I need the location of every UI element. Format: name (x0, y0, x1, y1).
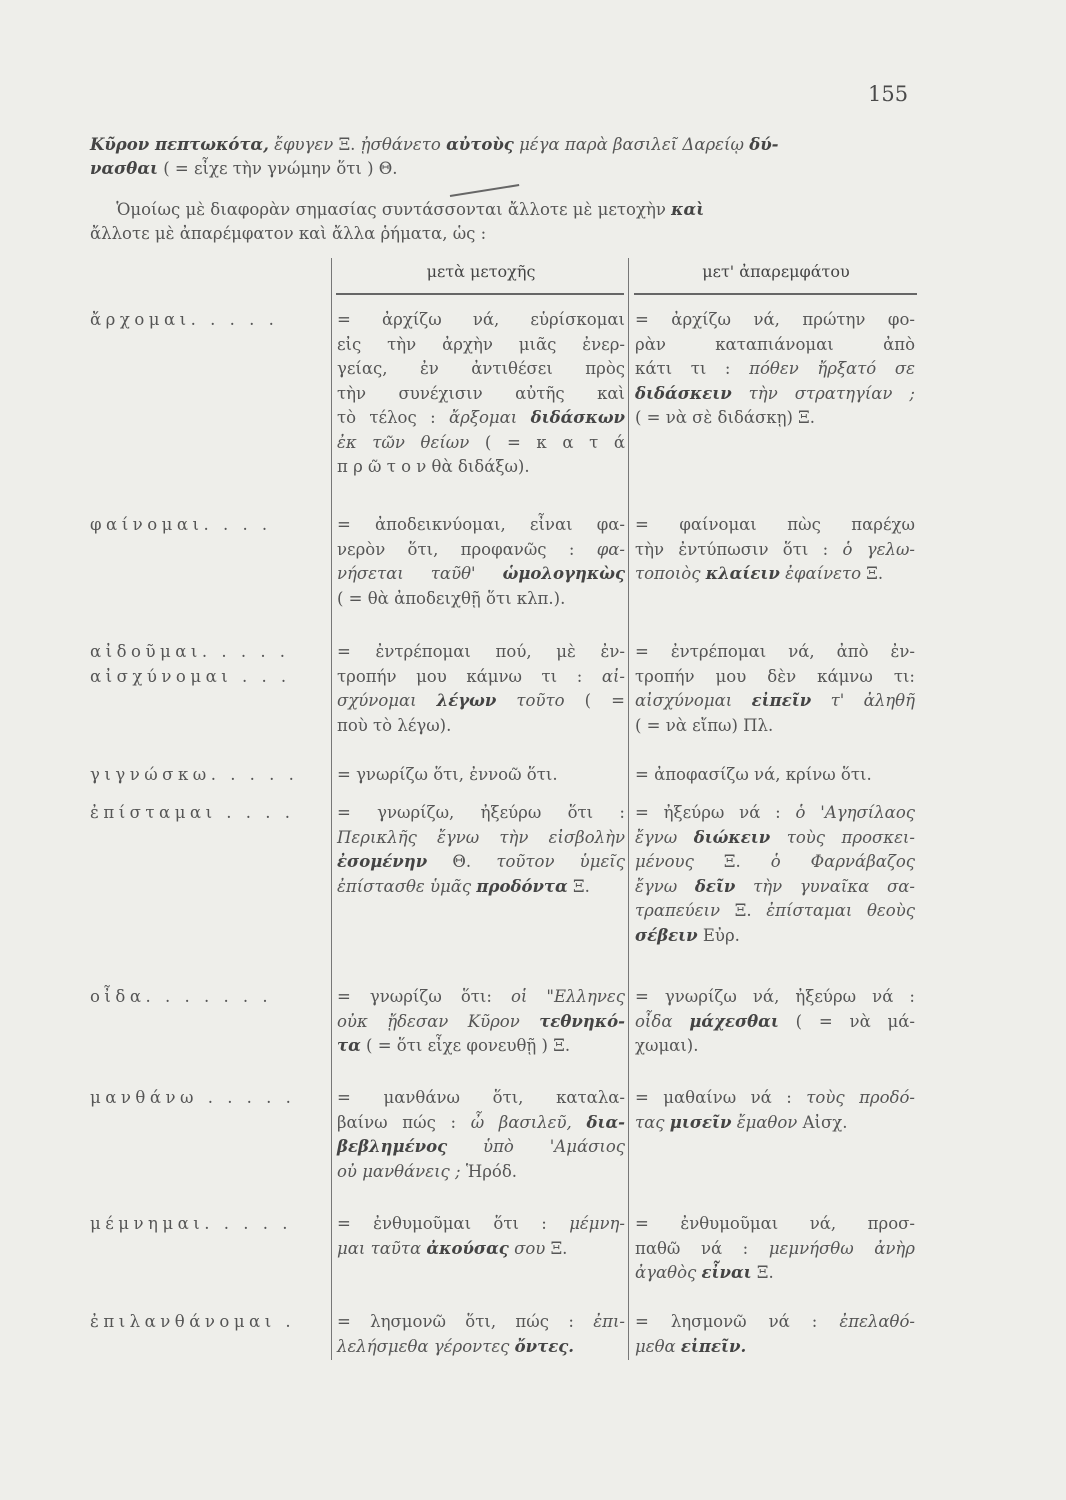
column-divider-right (628, 258, 629, 1360)
text-line (635, 1261, 915, 1286)
header-infinitive: μετ' ἀπαρεμφάτου (702, 262, 850, 281)
bold-text: βεβλημένος (337, 1137, 448, 1156)
italic-text: οὐ μανθάνεις ; (337, 1161, 466, 1181)
text-line (337, 431, 625, 456)
text-run: ( = νὰ μά- (778, 1011, 915, 1031)
italic-text: μέμνη- (569, 1214, 625, 1233)
italic-text: τοῦτο (496, 691, 585, 710)
italic-text: αἰσχύνομαι (635, 691, 752, 710)
infinitive-cell (635, 985, 915, 1059)
text-line (635, 1034, 915, 1059)
italic-text: σχύνομαι (337, 691, 437, 710)
text-run: Εὐρ. (697, 925, 740, 945)
participle-cell (337, 801, 625, 899)
text-line (90, 222, 916, 246)
text-line (337, 875, 625, 900)
verb-lemma (90, 308, 328, 333)
text-run: Ξ. (751, 1263, 774, 1282)
lemma-line: μανθάνω . . . . . (90, 1088, 296, 1107)
text-line (337, 1160, 625, 1185)
bold-text: εἰπεῖν (751, 691, 812, 710)
text-run: ( = κ α τ ά (469, 432, 625, 452)
verb-lemma (90, 1086, 328, 1111)
bold-text: τεθνηκό- (539, 1011, 625, 1031)
text-line (635, 406, 915, 431)
verb-lemma (90, 1310, 328, 1335)
text-run: Ξ. (723, 852, 771, 871)
bold-text: εἶναι (701, 1263, 752, 1282)
text-run: βαίνω πώς : (337, 1112, 471, 1132)
text-line (337, 538, 625, 563)
text-run: = γνωρίζω, ἠξεύρω ὅτι : (337, 803, 625, 822)
italic-text: ὁ 'Αγησίλαος (795, 803, 915, 822)
bold-text: ἐσομένην (337, 852, 428, 871)
text-run: ( = νὰ εἴπω) Πλ. (635, 715, 774, 735)
italic-text: φα- (596, 539, 625, 559)
text-line (337, 455, 625, 480)
text-line (90, 133, 916, 157)
lemma-line: φαίνομαι. . . . (90, 515, 272, 534)
text-line (635, 1111, 915, 1136)
infinitive-cell (635, 801, 915, 948)
bold-text: μισεῖν (669, 1112, 732, 1132)
text-run: τὴν ἐντύπωσιν ὅτι : (635, 539, 843, 559)
italic-text: οἶδα (635, 1011, 690, 1031)
italic-text: Περικλῆς ἔγνω τὴν εἰσβολὴν (337, 827, 625, 847)
text-run: Ξ. (550, 1238, 568, 1258)
intro-paragraph (90, 133, 916, 245)
text-run: τροπήν μου κάμνω τι : (337, 666, 602, 686)
text-line (337, 562, 625, 587)
verb-lemma (90, 985, 328, 1010)
italic-text: τοὺς προδό- (806, 1088, 916, 1107)
verb-lemma (90, 1212, 328, 1237)
text-line (635, 665, 915, 690)
italic-text: ἄρξομαι (449, 408, 531, 427)
text-run: = μαθαίνω νά : (635, 1088, 807, 1107)
lemma-line: ἄρχομαι. . . . . (90, 310, 279, 329)
bold-text: διδάσκειν (635, 383, 732, 403)
text-run: = γνωρίζω ὅτι, ἐννοῶ ὅτι. (337, 765, 558, 784)
text-run: Ξ. (567, 876, 590, 896)
text-line (337, 382, 625, 407)
text-run: Ξ. (866, 564, 884, 583)
italic-text: ᾐσθάνετο (360, 135, 447, 154)
text-run: = γνωρίζω ὅτι: (337, 987, 511, 1006)
text-line (635, 801, 915, 826)
text-run: = ἐντρέπομαι πού, μὲ ἐν- (337, 642, 625, 661)
italic-text: οὐκ ᾔδεσαν Κῦρον (337, 1011, 540, 1031)
text-line (635, 1010, 915, 1035)
text-line (337, 801, 625, 826)
header-rule-participle (336, 293, 624, 295)
text-line (337, 714, 625, 739)
text-line (337, 1237, 625, 1262)
text-line (635, 850, 915, 875)
text-run: χωμαι). (635, 1036, 699, 1055)
text-run: παθῶ νά : (635, 1238, 769, 1258)
text-run: = ἀρχίζω νά, πρώτην φο- (635, 310, 915, 329)
text-run: ( = θὰ ἀποδειχθῇ ὅτι κλπ.). (337, 588, 566, 608)
text-run: τὴν συνέχισιν αὐτῆς καὶ (337, 383, 625, 403)
text-line (337, 333, 625, 358)
italic-text: τραπεύειν (635, 901, 735, 920)
text-line (635, 513, 915, 538)
italic-text: αἰ- (601, 666, 625, 686)
text-line (635, 714, 915, 739)
infinitive-cell (635, 513, 915, 587)
infinitive-cell (635, 763, 915, 788)
bold-text: λέγων (436, 691, 497, 710)
text-run: = ἐνθυμοῦμαι νά, προσ- (635, 1214, 915, 1233)
text-line (337, 1034, 625, 1059)
verb-lemma (90, 763, 328, 788)
lemma-line: αἰσχύνομαι . . . (90, 666, 291, 686)
participle-cell (337, 1310, 625, 1359)
text-line (337, 640, 625, 665)
text-run: Ἡρόδ. (465, 1161, 518, 1181)
text-line (337, 1135, 625, 1160)
text-line (337, 985, 625, 1010)
infinitive-cell (635, 640, 915, 738)
text-run: = γνωρίζω νά, ἠξεύρω νά : (635, 987, 915, 1006)
bold-text: εἰπεῖν. (680, 1336, 747, 1356)
text-run: = λησμονῶ ὅτι, πώς : (337, 1312, 594, 1331)
italic-text: ἔμαθον (731, 1112, 803, 1132)
bold-text: αὐτοὺς (446, 135, 514, 154)
italic-text: ἀγαθὸς (635, 1263, 702, 1282)
lemma-line: αἰδοῦμαι. . . . . (90, 642, 290, 661)
text-line (635, 538, 915, 563)
text-run: νερὸν ὅτι, προφανῶς : (337, 539, 597, 559)
italic-text: ὁ γελω- (842, 539, 915, 559)
text-line (337, 513, 625, 538)
italic-text: τὴν στρατηγίαν ; (731, 383, 915, 403)
text-run: Ξ. (734, 901, 767, 920)
text-run: Αἰσχ. (802, 1112, 848, 1132)
participle-cell (337, 985, 625, 1059)
header-rule-infinitive (634, 293, 917, 295)
bold-text: δύ- (749, 135, 779, 154)
text-line (337, 1212, 625, 1237)
bold-text: δεῖν (694, 876, 736, 896)
text-line (635, 1212, 915, 1237)
text-line (635, 1335, 915, 1360)
text-line (337, 1111, 625, 1136)
italic-text: μέγα παρὰ βασιλεῖ Δαρείῳ (513, 135, 750, 154)
bold-text: καὶ (671, 200, 705, 219)
column-divider-left (331, 258, 332, 1360)
italic-text: τὴν γυναῖκα σα- (735, 876, 915, 896)
text-run: = ἠξεύρω νά : (635, 803, 796, 822)
italic-text: ἐπι- (593, 1312, 625, 1331)
italic-text: μένους (635, 852, 724, 871)
italic-text: τοὺς προσκει- (770, 827, 915, 847)
bold-text: Κῦρον πεπτωκότα, (90, 135, 269, 154)
text-line (635, 924, 915, 949)
lemma-line: οἶδα. . . . . . . (90, 987, 273, 1006)
italic-text: τοῦτον ὑμεῖς (496, 852, 626, 871)
text-line (337, 763, 625, 788)
text-run: Θ. (427, 852, 497, 871)
text-line (337, 689, 625, 714)
bold-text: δια- (586, 1112, 625, 1132)
bold-text: σέβειν (635, 925, 698, 945)
bold-text: τα (337, 1036, 361, 1055)
text-run: = ἀποφασίζω νά, κρίνω ὅτι. (635, 765, 872, 784)
infinitive-cell (635, 308, 915, 431)
text-run: εἰς τὴν ἀρχὴν μιᾶς ἐνερ- (337, 334, 625, 354)
text-line (337, 1335, 625, 1360)
bold-text: ὡμολογηκὼς (502, 564, 625, 583)
text-line (635, 826, 915, 851)
italic-text: ἐκ τῶν θείων (337, 432, 470, 452)
bold-text: ὄντες. (514, 1336, 575, 1356)
text-run: ( = νὰ σὲ διδάσκῃ) Ξ. (635, 408, 816, 427)
text-line (635, 763, 915, 788)
text-line (635, 357, 915, 382)
italic-text: ὑπὸ 'Αμάσιος (447, 1137, 625, 1156)
text-run: τὸ τέλος : (337, 408, 450, 427)
participle-cell (337, 308, 625, 480)
italic-text: ἔγνω (635, 876, 695, 896)
italic-text: ἐπελαθό- (839, 1312, 915, 1331)
text-run: = ἐνθυμοῦμαι ὅτι : (337, 1214, 570, 1233)
infinitive-cell (635, 1086, 915, 1135)
page-number: 155 (868, 82, 909, 106)
italic-text: τοποιὸς (635, 564, 706, 583)
italic-text: ὦ βασιλεῦ, (470, 1112, 587, 1132)
text-run: = λησμονῶ νά : (635, 1312, 840, 1331)
italic-text: ἐπίστασθε ὑμᾶς (337, 876, 477, 896)
text-line (635, 1086, 915, 1111)
italic-text: μεθα (635, 1336, 681, 1356)
text-run: = ἀποδεικνύομαι, εἶναι φα- (337, 515, 625, 534)
text-run: γείας, ἐν ἀντιθέσει πρὸς (337, 359, 625, 378)
italic-text: τ' ἀληθῆ (811, 691, 915, 710)
bold-text: διώκειν (693, 827, 771, 847)
bold-text: μάχεσθαι (689, 1011, 779, 1031)
infinitive-cell (635, 1212, 915, 1286)
text-run: Ξ. (338, 135, 361, 154)
text-run: ( = ὅτι εἶχε φονευθῇ ) Ξ. (360, 1036, 571, 1055)
bold-text: ἀκούσας (426, 1238, 509, 1258)
italic-text: ἐπίσταμαι θεοὺς (766, 901, 915, 920)
text-line (337, 406, 625, 431)
text-line (635, 308, 915, 333)
italic-text: λελήσμεθα γέροντες (337, 1336, 515, 1356)
text-line (635, 689, 915, 714)
italic-text: ἔγνω (635, 827, 694, 847)
text-run: ἄλλοτε μὲ ἀπαρέμφατον καὶ ἄλλα ῥήματα, ὡς : (90, 223, 487, 243)
text-line (635, 382, 915, 407)
italic-text: νήσεται ταῦθ' (337, 564, 503, 583)
text-run: = ἀρχίζω νά, εὑρίσκομαι (337, 310, 625, 329)
participle-cell (337, 640, 625, 738)
lemma-line: ἐπιλανθάνομαι . (90, 1312, 296, 1331)
text-line (635, 899, 915, 924)
italic-text: ἐφαίνετο (779, 564, 867, 583)
text-line (337, 357, 625, 382)
participle-cell (337, 1212, 625, 1261)
italic-text: μαι ταῦτα (337, 1238, 427, 1258)
text-run: ρὰν καταπιάνομαι ἀπὸ (635, 334, 915, 354)
text-line (635, 1310, 915, 1335)
participle-cell (337, 1086, 625, 1184)
text-run: = μανθάνω ὅτι, καταλα- (337, 1088, 625, 1107)
text-line (337, 826, 625, 851)
infinitive-cell (635, 1310, 915, 1359)
text-line (635, 562, 915, 587)
italic-text: ἔφυγεν (268, 135, 339, 154)
text-run: ( = (584, 691, 625, 710)
verb-lemma (90, 801, 328, 826)
text-line (635, 985, 915, 1010)
italic-text: οἱ "Ελληνες (510, 987, 625, 1006)
lemma-line: γιγνώσκω. . . . . (90, 765, 299, 784)
italic-text: τας (635, 1112, 670, 1132)
lemma-line: μέμνημαι. . . . . (90, 1214, 292, 1233)
bold-text: διδάσκων (530, 408, 625, 427)
text-line (337, 1010, 625, 1035)
text-line (337, 850, 625, 875)
text-run: π ρ ῶ τ ο ν θὰ διδάξω). (337, 457, 530, 476)
bold-text: κλαίειν (705, 564, 780, 583)
text-run: Ὁμοίως μὲ διαφορὰν σημασίας συντάσσονται ἄλλοτε μὲ μετοχὴν (90, 200, 672, 219)
italic-text: πόθεν ἤρξατό σε (749, 359, 915, 378)
text-line (90, 198, 916, 222)
verb-lemma (90, 640, 328, 689)
bold-text: προδόντα (476, 876, 568, 896)
text-line (635, 1237, 915, 1262)
participle-cell (337, 763, 625, 788)
text-line (635, 875, 915, 900)
text-line (337, 308, 625, 333)
text-line (635, 333, 915, 358)
text-run: = ἐντρέπομαι νά, ἀπὸ ἐν- (635, 642, 915, 661)
text-line (337, 587, 625, 612)
text-line (337, 665, 625, 690)
participle-cell (337, 513, 625, 611)
text-run: κάτι τι : (635, 359, 750, 378)
lemma-line: ἐπίσταμαι . . . . (90, 803, 295, 822)
italic-text: σου (508, 1238, 551, 1258)
text-line (635, 640, 915, 665)
text-line (337, 1310, 625, 1335)
italic-text: ὁ Φαρνάβαζος (770, 852, 915, 871)
italic-text: μεμνήσθω ἀνὴρ (768, 1238, 916, 1258)
verb-lemma (90, 513, 328, 538)
text-run: ποὺ τὸ λέγω). (337, 715, 452, 735)
header-participle: μετὰ μετοχῆς (426, 262, 536, 281)
text-run: ( = εἶχε τὴν γνώμην ὅτι ) Θ. (158, 158, 398, 178)
text-line (90, 157, 916, 181)
text-run: = φαίνομαι πὼς παρέχω (635, 515, 915, 534)
text-line (337, 1086, 625, 1111)
bold-text: νασθαι (90, 158, 158, 178)
text-run: τροπήν μου δὲν κάμνω τι: (635, 666, 915, 686)
